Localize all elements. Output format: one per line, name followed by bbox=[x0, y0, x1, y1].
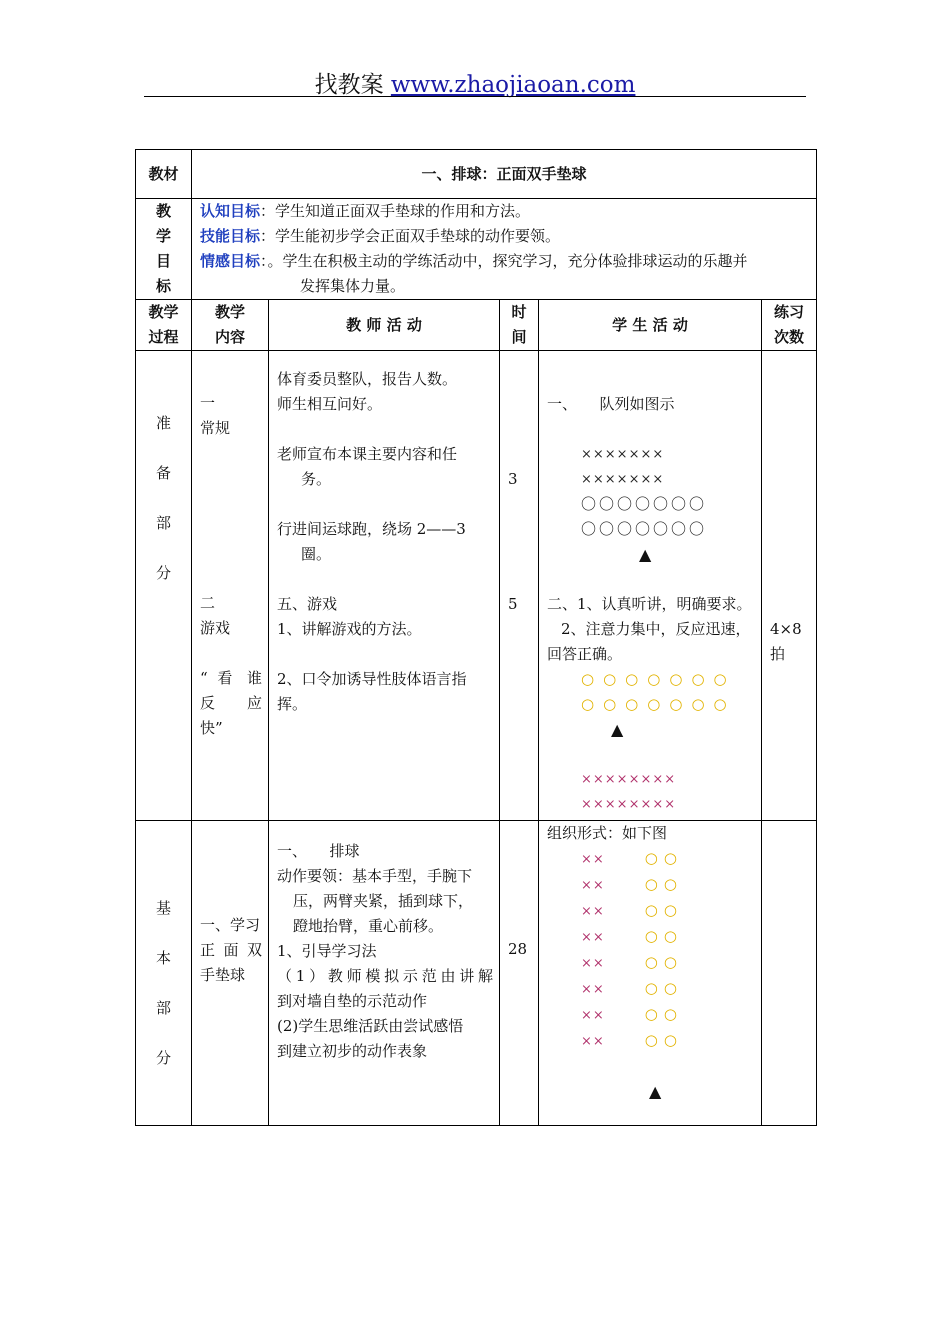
formation-title: 一、 队列如图示 bbox=[547, 395, 675, 413]
prep-teacher: 体育委员整队，报告人数。 师生相互问好。 老师宣布本课主要内容和任 务。 行进间运球跑，绕场 2——3 圈。 五、游戏 1、讲解游戏的方法。 2、口令加诱导性肢体语言指 挥。 bbox=[269, 351, 500, 821]
page-header bbox=[0, 66, 950, 99]
game-formation: ○○○○○○○ ○○○○○○○ ▲ ×××××××× ×××××××× bbox=[547, 667, 755, 817]
material-row bbox=[136, 150, 817, 199]
site-name: 找教案 bbox=[314, 72, 384, 98]
col-teacher: 教 师 活 动 bbox=[269, 300, 500, 351]
column-header-row bbox=[136, 300, 817, 351]
teacher-triangle-icon: ▲ bbox=[639, 545, 652, 564]
basic-triangle-icon: ▲ bbox=[649, 1082, 662, 1101]
goals-row bbox=[136, 199, 817, 300]
col-student: 学 生 活 动 bbox=[539, 300, 762, 351]
basic-student bbox=[539, 821, 762, 1126]
site-url-link[interactable]: www.zhaojiaoan.com bbox=[390, 72, 636, 98]
prep-time: 3 5 bbox=[500, 351, 539, 821]
goal-skill: 技能目标：学生能初步学会正面双手垫球的动作要领。 bbox=[200, 227, 561, 245]
basic-time: 28 bbox=[500, 821, 539, 1126]
goals-label: 教 学 目 标 bbox=[136, 199, 192, 300]
basic-row bbox=[136, 821, 817, 1126]
col-process: 教学 过程 bbox=[136, 300, 192, 351]
prep-reps: 4×8 拍 bbox=[762, 351, 817, 821]
prep-student: 一、 队列如图示 ××××××× ××××××× 〇〇〇〇〇〇〇 〇〇〇〇〇〇〇 ▲ 二、1、认真听讲，明确要求。 2、注意力集中，反应迅速， 回答正确。 ○○○○○○○ ○○○○○○○ ▲ ×××××××× ×××××××× bbox=[539, 351, 762, 821]
goals-content bbox=[192, 199, 817, 300]
basic-content: 一、学习 正 面 双 手垫球 bbox=[192, 821, 269, 1126]
basic-label: 基 本 部 分 bbox=[136, 821, 192, 1126]
basic-reps bbox=[762, 821, 817, 1126]
goal-emotion: 情感目标：。学生在积极主动的学练活动中，探究学习，充分体验排球运动的乐趣并 bbox=[200, 252, 748, 270]
prep-label: 准 备 部 分 bbox=[136, 351, 192, 821]
org-title: 组织形式：如下图 bbox=[547, 824, 668, 842]
game-triangle-icon: ▲ bbox=[611, 720, 624, 739]
prep-content: 一 常规 二 游戏 “ 看 谁 反 应 快” bbox=[192, 351, 269, 821]
col-reps: 练习 次数 bbox=[762, 300, 817, 351]
lesson-plan-table bbox=[135, 149, 817, 1126]
header-divider bbox=[144, 96, 806, 97]
material-label: 教材 bbox=[136, 150, 192, 199]
col-content: 教学 内容 bbox=[192, 300, 269, 351]
material-value: 一、排球：正面双手垫球 bbox=[192, 150, 817, 199]
prep-row bbox=[136, 351, 817, 821]
goal-cognitive: 认知目标：学生知道正面双手垫球的作用和方法。 bbox=[200, 202, 531, 220]
basic-teacher: 一、 排球 动作要领：基本手型，手腕下 压，两臂夹紧，插到球下， 蹬地抬臂，重心前移。 1、引导学习法 （1）教师模拟示范由讲解 到对墙自垫的示范动作 (2)学生思维活跃由尝试感悟 到建立初步的动作表象 bbox=[269, 821, 500, 1126]
pairs-formation: ×× ○○ ×× ○○ ×× ○○ ×× ○○ ×× ○○ ×× ○○ ×× ○○ ×× ○○ ▲ bbox=[547, 846, 755, 1104]
col-time: 时 间 bbox=[500, 300, 539, 351]
formation-grid: ××××××× ××××××× 〇〇〇〇〇〇〇 〇〇〇〇〇〇〇 ▲ bbox=[547, 442, 755, 567]
goal-emotion-cont: 发挥集体力量。 bbox=[300, 277, 406, 295]
